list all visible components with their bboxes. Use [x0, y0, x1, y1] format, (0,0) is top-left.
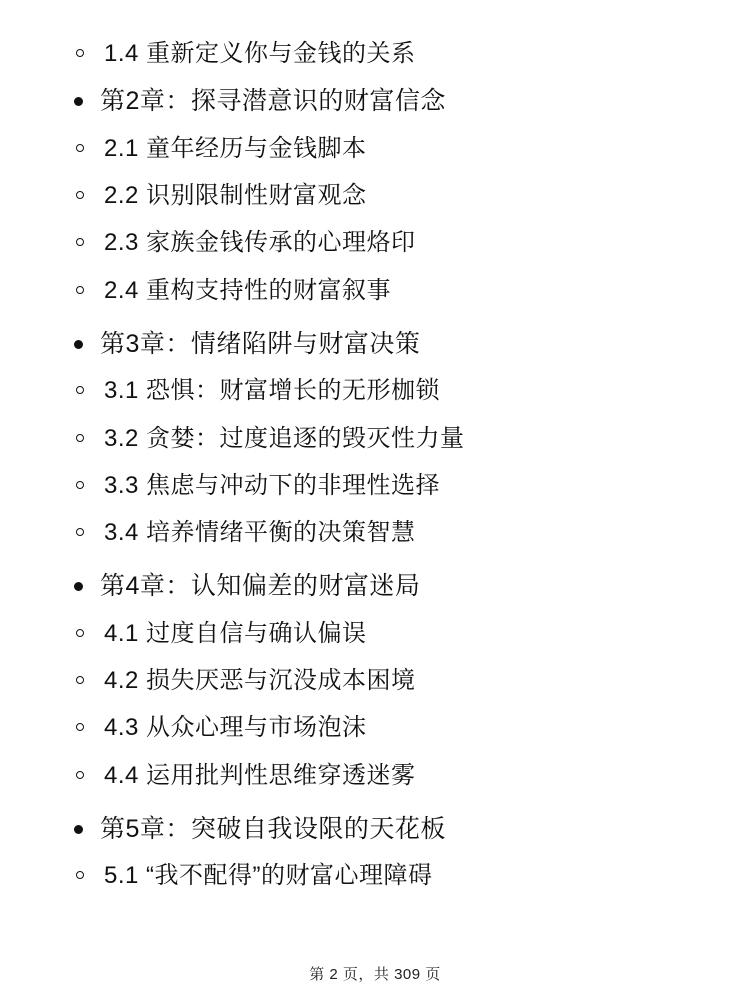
hollow-bullet-icon: [76, 723, 84, 731]
hollow-bullet-icon: [76, 676, 84, 684]
toc-chapter-list: [60, 328, 690, 362]
list-item[interactable]: [60, 275, 690, 306]
list-item[interactable]: [60, 38, 690, 69]
section-label: 1.4 重新定义你与金钱的关系: [104, 40, 416, 67]
section-label: 4.4 运用批判性思维穿透迷雾: [104, 761, 416, 789]
list-item[interactable]: [60, 760, 690, 791]
hollow-bullet-icon: [76, 871, 84, 879]
list-item[interactable]: [60, 180, 690, 211]
section-label: 3.4 培养情绪平衡的决策智慧: [104, 519, 416, 546]
hollow-bullet-icon: [76, 386, 84, 394]
chapter-label: 第3章：情绪陷阱与财富决策: [100, 329, 421, 358]
hollow-bullet-icon: [76, 191, 84, 199]
section-label: 2.2 识别限制性财富观念: [104, 182, 367, 210]
filled-bullet-icon: [74, 340, 83, 349]
chapter-block: [60, 570, 690, 791]
section-label: 2.3 家族金钱传承的心理烙印: [104, 229, 416, 257]
toc-section-list: [60, 133, 690, 306]
chapter-block: [60, 85, 690, 306]
section-label: 4.1 过度自信与确认偏误: [104, 619, 367, 647]
list-item[interactable]: [60, 618, 690, 649]
hollow-bullet-icon: [76, 481, 84, 489]
toc-chapter-list: [60, 570, 690, 604]
list-item[interactable]: [60, 423, 690, 454]
list-item[interactable]: [60, 665, 690, 696]
section-label: 3.1 恐惧：财富增长的无形枷锁: [104, 377, 441, 405]
chapter-block: [60, 328, 690, 549]
list-item[interactable]: [60, 375, 690, 406]
section-label: 2.1 童年经历与金钱脚本: [104, 134, 367, 162]
chapter-label: 第5章：突破自我设限的天花板: [100, 814, 446, 843]
list-item[interactable]: [60, 470, 690, 501]
list-item[interactable]: [60, 227, 690, 258]
filled-bullet-icon: [74, 97, 83, 106]
list-item[interactable]: [60, 860, 690, 891]
hollow-bullet-icon: [76, 49, 84, 57]
filled-bullet-icon: [74, 582, 83, 591]
toc-section-list: [60, 860, 690, 891]
hollow-bullet-icon: [76, 771, 84, 779]
list-item[interactable]: [60, 517, 690, 548]
chapter-block: [60, 813, 690, 892]
list-item[interactable]: [60, 712, 690, 743]
chapter-label: 第2章：探寻潜意识的财富信念: [100, 87, 446, 116]
section-label: 5.1 “我不配得”的财富心理障碍: [104, 862, 433, 890]
page-number-label: 第 2 页，共 309 页: [309, 966, 441, 983]
hollow-bullet-icon: [76, 144, 84, 152]
hollow-bullet-icon: [76, 528, 84, 536]
toc-section-list: [60, 375, 690, 548]
toc-section-list: [60, 618, 690, 791]
section-label: 4.3 从众心理与市场泡沫: [104, 714, 367, 742]
chapter-label: 第4章：认知偏差的财富迷局: [100, 572, 421, 601]
list-item[interactable]: [60, 813, 690, 847]
list-item[interactable]: [60, 570, 690, 604]
section-label: 2.4 重构支持性的财富叙事: [104, 276, 392, 304]
list-item[interactable]: [60, 328, 690, 362]
list-item[interactable]: [60, 133, 690, 164]
list-item[interactable]: [60, 85, 690, 119]
section-label: 3.2 贪婪：过度追逐的毁灭性力量: [104, 424, 465, 452]
filled-bullet-icon: [74, 825, 83, 834]
section-label: 3.3 焦虑与冲动下的非理性选择: [104, 471, 441, 499]
page-footer: [0, 963, 750, 984]
toc-chapter-list: [60, 813, 690, 847]
hollow-bullet-icon: [76, 238, 84, 246]
hollow-bullet-icon: [76, 434, 84, 442]
section-label: 4.2 损失厌恶与沉没成本困境: [104, 667, 416, 695]
toc-lead-sections: [60, 38, 690, 69]
hollow-bullet-icon: [76, 629, 84, 637]
hollow-bullet-icon: [76, 286, 84, 294]
toc-chapter-list: [60, 85, 690, 119]
